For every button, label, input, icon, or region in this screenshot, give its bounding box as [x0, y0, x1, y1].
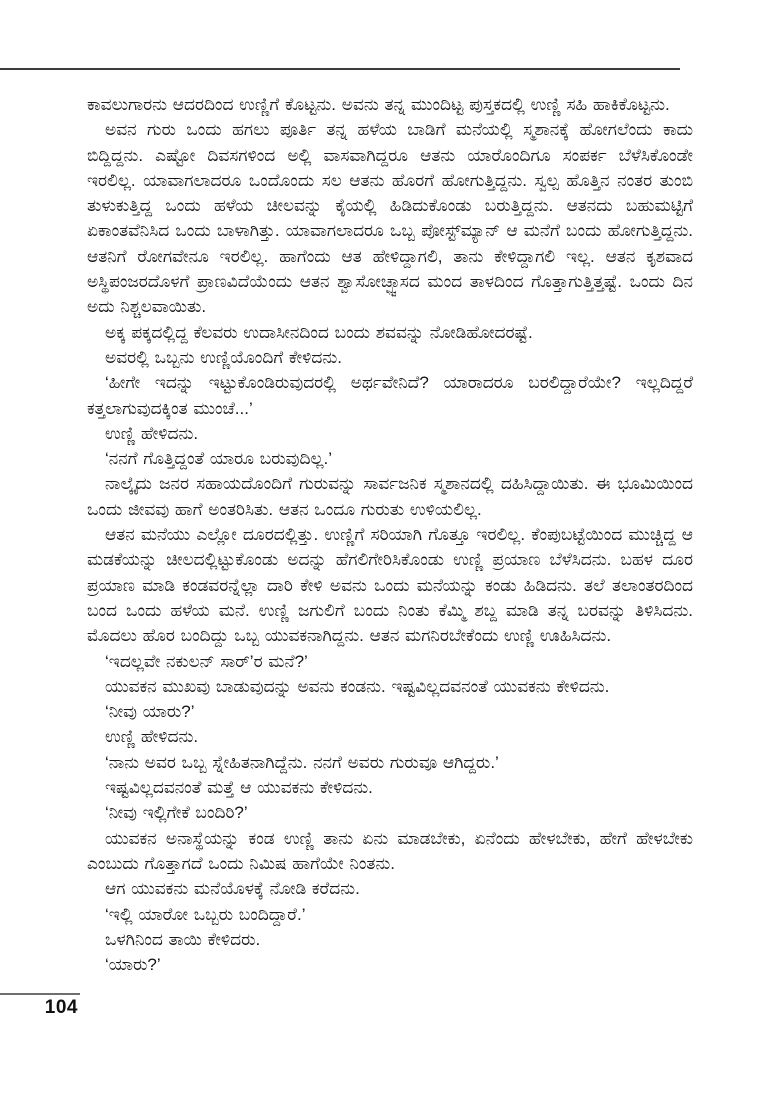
dialogue-paragraph: ‘ನೀವು ಯಾರು?’ — [105, 702, 195, 722]
narrative-paragraph: ಯುವಕನ ಅನಾಸ್ಥೆಯನ್ನು ಕಂಡ ಉಣ್ಣಿ ತಾನು ಏನು ಮಾಡಬೇಕು, ಏನೆಂದು ಹೇಳಬೇಕು, ಹೇಗೆ ಹೇಳಬೇಕು ಎಂಬುದು ಗೊತ್ತಾಗದೆ ಒಂದು ನಿಮಿಷ ಹಾಗೆಯೇ ನಿಂತನು. — [87, 828, 693, 873]
dialogue-paragraph: ‘ನೀವು ಇಲ್ಲಿಗೇಕೆ ಬಂದಿರಿ?’ — [105, 803, 248, 823]
dialogue-paragraph: ‘ಇಲ್ಲಿ ಯಾರೋ ಒಬ್ಬರು ಬಂದಿದ್ದಾರೆ.’ — [105, 904, 306, 924]
narrative-paragraph: ಉಣ್ಣಿ ಹೇಳಿದನು. — [105, 727, 199, 747]
page-text — [87, 92, 693, 977]
dialogue-paragraph: ‘ಹೀಗೇ ಇದನ್ನು ಇಟ್ಟುಕೊಂಡಿರುವುದರಲ್ಲಿ ಅರ್ಥವೇನಿದೆ? ಯಾರಾದರೂ ಬರಲಿದ್ದಾರೆಯೇ? ಇಲ್ಲದಿದ್ದರೆ ಕತ್ತಲಾಗುವುದಕ್ಕಿಂತ ಮುಂಚೆ...’ — [87, 373, 693, 418]
narrative-paragraph: ಇಷ್ಟವಿಲ್ಲದವನಂತೆ ಮತ್ತೆ ಆ ಯುವಕನು ಕೇಳಿದನು. — [105, 778, 373, 798]
narrative-paragraph: ಯುವಕನ ಮುಖವು ಬಾಡುವುದನ್ನು ಅವನು ಕಂಡನು. ಇಷ್ಟವಿಲ್ಲದವನಂತೆ ಯುವಕನು ಕೇಳಿದನು. — [105, 676, 610, 696]
narrative-paragraph: ಉಣ್ಣಿ ಹೇಳಿದನು. — [105, 423, 199, 443]
dialogue-paragraph: ‘ಯಾರು?’ — [105, 955, 161, 975]
narrative-paragraph: ಅವನ ಗುರು ಒಂದು ಹಗಲು ಪೂರ್ತಿ ತನ್ನ ಹಳೆಯ ಬಾಡಿಗೆ ಮನೆಯಲ್ಲಿ ಸ್ಮಶಾನಕ್ಕೆ ಹೋಗಲೆಂದು ಕಾದು ಬಿದ್ದಿದ್ದನು. ಎಷ್ಟೋ ದಿವಸಗಳಿಂದ ಅಲ್ಲಿ ವಾಸವಾಗಿದ್ದರೂ ಆತನು ಯಾರೊಂದಿಗೂ ಸಂಪರ್ಕ ಬೆಳೆಸಿಕೊಂಡೇ ಇರಲಿಲ್ಲ. ಯಾವಾಗಲಾದರೂ ಒಂದೊಂದು ಸಲ ಆತನು ಹೊರಗೆ ಹೋಗುತ್ತಿದ್ದನು. ಸ್ವಲ್ಪ ಹೊತ್ತಿನ ನಂತರ ತುಂಬಿ ತುಳುಕುತ್ತಿದ್ದ ಒಂದು ಹಳೆಯ ಚೀಲವನ್ನು ಕೈಯಲ್ಲಿ ಹಿಡಿದುಕೊಂಡು ಬರುತ್ತಿದ್ದನು. ಆತನದು ಬಹುಮಟ್ಟಿಗೆ ಏಕಾಂತವೆನಿಸಿದ ಒಂದು ಬಾಳಾಗಿತ್ತು. ಯಾವಾಗಲಾದರೂ ಒಬ್ಬ ಪೋಸ್ಟ್‌ಮ್ಯಾನ್ ಆ ಮನೆಗೆ ಬಂದು ಹೋಗುತ್ತಿದ್ದನು. ಆತನಿಗೆ ರೋಗವೇನೂ ಇರಲಿಲ್ಲ. ಹಾಗೆಂದು ಆತ ಹೇಳಿದ್ದಾಗಲಿ, ತಾನು ಕೇಳಿದ್ದಾಗಲಿ ಇಲ್ಲ. ಆತನ ಕೃಶವಾದ ಅಸ್ಥಿಪಂಜರದೊಳಗೆ ಪ್ರಾಣವಿದೆಯೆಂದು ಆತನ ಶ್ವಾಸೋಚ್ಛ್ವಾಸದ ಮಂದ ತಾಳದಿಂದ ಗೊತ್ತಾಗುತ್ತಿತ್ತಷ್ಟೆ. ಒಂದು ದಿನ ಅದು ನಿಶ್ಚಲವಾಯಿತು. — [87, 120, 693, 317]
footer-rule — [0, 993, 80, 995]
dialogue-paragraph: ‘ಇದಲ್ಲವೇ ನಕುಲನ್ ಸಾರ್’ರ ಮನೆ?’ — [105, 651, 308, 671]
narrative-paragraph: ಅವರಲ್ಲಿ ಒಬ್ಬನು ಉಣ್ಣಿಯೊಂದಿಗೆ ಕೇಳಿದನು. — [105, 347, 342, 367]
narrative-paragraph: ಆತನ ಮನೆಯು ಎಲ್ಲೋ ದೂರದಲ್ಲಿತ್ತು. ಉಣ್ಣಿಗೆ ಸರಿಯಾಗಿ ಗೊತ್ತೂ ಇರಲಿಲ್ಲ. ಕೆಂಪುಬಟ್ಟೆಯಿಂದ ಮುಚ್ಚಿದ್ದ ಆ ಮಡಕೆಯನ್ನು ಚೀಲದಲ್ಲಿಟ್ಟುಕೊಂಡು ಅದನ್ನು ಹೆಗಲಿಗೇರಿಸಿಕೊಂಡು ಉಣ್ಣಿ ಪ್ರಯಾಣ ಬೆಳೆಸಿದನು. ಬಹಳ ದೂರ ಪ್ರಯಾಣ ಮಾಡಿ ಕಂಡವರನ್ನೆಲ್ಲಾ ದಾರಿ ಕೇಳಿ ಅವನು ಒಂದು ಮನೆಯನ್ನು ಕಂಡು ಹಿಡಿದನು. ತಲೆ ತಲಾಂತರದಿಂದ ಬಂದ ಒಂದು ಹಳೆಯ ಮನೆ. ಉಣ್ಣಿ ಜಗುಲಿಗೆ ಬಂದು ನಿಂತು ಕೆಮ್ಮಿ ಶಬ್ದ ಮಾಡಿ ತನ್ನ ಬರವನ್ನು ತಿಳಿಸಿದನು. ಮೊದಲು ಹೊರ ಬಂದಿದ್ದು ಒಬ್ಬ ಯುವಕನಾಗಿದ್ದನು. ಆತನ ಮಗನಿರಬೇಕೆಂದು ಉಣ್ಣಿ ಊಹಿಸಿದನು. — [87, 525, 693, 646]
narrative-paragraph: ಅಕ್ಕ ಪಕ್ಕದಲ್ಲಿದ್ದ ಕೆಲವರು ಉದಾಸೀನದಿಂದ ಬಂದು ಶವವನ್ನು ನೋಡಿಹೋದರಷ್ಟೆ. — [105, 322, 533, 342]
header-rule — [0, 68, 680, 70]
dialogue-paragraph: ‘ನಾನು ಅವರ ಒಬ್ಬ ಸ್ನೇಹಿತನಾಗಿದ್ದೆನು. ನನಗೆ ಅವರು ಗುರುವೂ ಆಗಿದ್ದರು.’ — [105, 752, 499, 772]
page-number: 104 — [44, 997, 78, 1018]
narrative-paragraph: ಆಗ ಯುವಕನು ಮನೆಯೊಳಕ್ಕೆ ನೋಡಿ ಕರೆದನು. — [105, 879, 360, 899]
narrative-paragraph: ಒಳಗಿನಿಂದ ತಾಯಿ ಕೇಳಿದರು. — [105, 929, 261, 949]
dialogue-paragraph: ‘ನನಗೆ ಗೊತ್ತಿದ್ದಂತೆ ಯಾರೂ ಬರುವುದಿಲ್ಲ.’ — [105, 449, 332, 469]
narrative-paragraph: ನಾಲ್ಕೈದು ಜನರ ಸಹಾಯದೊಂದಿಗೆ ಗುರುವನ್ನು ಸಾರ್ವಜನಿಕ ಸ್ಮಶಾನದಲ್ಲಿ ದಹಿಸಿದ್ದಾಯಿತು. ಈ ಭೂಮಿಯಿಂದ ಒಂದು ಜೀವವು ಹಾಗೆ ಅಂತರಿಸಿತು. ಆತನ ಒಂದೂ ಗುರುತು ಉಳಿಯಲಿಲ್ಲ. — [87, 474, 693, 519]
narrative-paragraph: ಕಾವಲುಗಾರನು ಆದರದಿಂದ ಉಣ್ಣಿಗೆ ಕೊಟ್ಟನು. ಅವನು ತನ್ನ ಮುಂದಿಟ್ಟ ಪುಸ್ತಕದಲ್ಲಿ ಉಣ್ಣಿ ಸಹಿ ಹಾಕಿಕೊಟ್ಟನು. — [87, 95, 670, 114]
